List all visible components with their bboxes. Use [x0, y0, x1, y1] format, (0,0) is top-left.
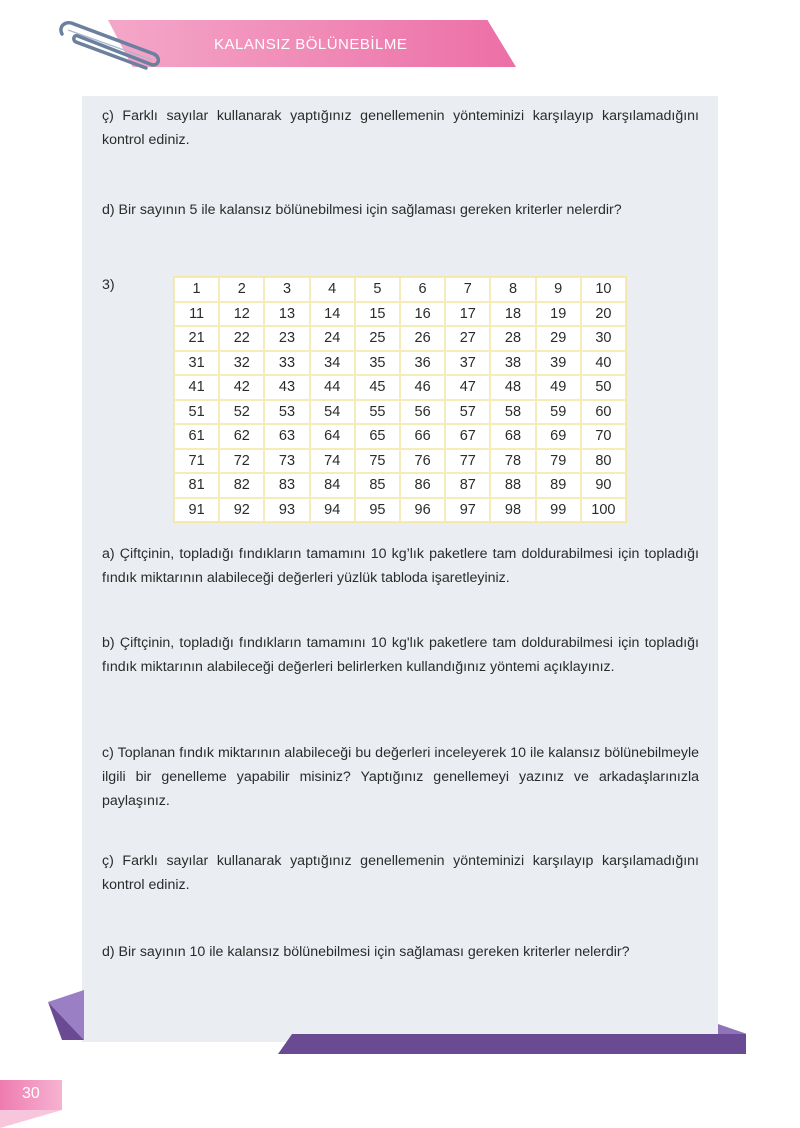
- question-d-1: d) Bir sayının 5 ile kalansız bölünebilmesi için sağlaması gereken kriterler nelerdir?: [102, 202, 622, 218]
- table-cell: 66: [400, 424, 445, 449]
- table-cell: 63: [264, 424, 309, 449]
- table-cell: 49: [536, 375, 581, 400]
- table-cell: 99: [536, 498, 581, 523]
- table-cell: 21: [174, 326, 219, 351]
- table-cell: 3: [264, 277, 309, 302]
- table-cell: 1: [174, 277, 219, 302]
- table-cell: 54: [310, 400, 355, 425]
- table-cell: 5: [355, 277, 400, 302]
- table-cell: 70: [581, 424, 626, 449]
- table-cell: 24: [310, 326, 355, 351]
- table-cell: 65: [355, 424, 400, 449]
- table-cell: 27: [445, 326, 490, 351]
- table-cell: 91: [174, 498, 219, 523]
- table-cell: 40: [581, 351, 626, 376]
- table-cell: 32: [219, 351, 264, 376]
- corner-fold-decoration: [48, 990, 84, 1040]
- table-cell: 84: [310, 473, 355, 498]
- table-cell: 79: [536, 449, 581, 474]
- table-cell: 55: [355, 400, 400, 425]
- table-cell: 71: [174, 449, 219, 474]
- table-cell: 2: [219, 277, 264, 302]
- table-cell: 89: [536, 473, 581, 498]
- table-cell: 90: [581, 473, 626, 498]
- table-cell: 76: [400, 449, 445, 474]
- table-cell: 38: [490, 351, 535, 376]
- table-cell: 23: [264, 326, 309, 351]
- paperclip-icon: [54, 14, 162, 72]
- table-cell: 77: [445, 449, 490, 474]
- table-cell: 20: [581, 302, 626, 327]
- table-cell: 61: [174, 424, 219, 449]
- page-number: 30: [22, 1085, 40, 1102]
- table-cell: 83: [264, 473, 309, 498]
- table-cell: 98: [490, 498, 535, 523]
- table-cell: 100: [581, 498, 626, 523]
- table-cell: 12: [219, 302, 264, 327]
- page-title: KALANSIZ BÖLÜNEBİLME: [214, 36, 408, 53]
- table-cell: 72: [219, 449, 264, 474]
- question-b: b) Çiftçinin, topladığı fındıkların tamamını 10 kg'lık paketlere tam doldurabilmesi için topladığı fındık miktarının alabileceği değerleri belirlerken kullandığınız yöntemi açıklayınız.: [102, 635, 699, 675]
- page-number-tail: [0, 1110, 62, 1128]
- table-cell: 60: [581, 400, 626, 425]
- table-cell: 48: [490, 375, 535, 400]
- table-cell: 11: [174, 302, 219, 327]
- question-a: a) Çiftçinin, topladığı fındıkların tamamını 10 kg’lık paketlere tam doldurabilmesi için topladığı fındık miktarının alabileceği değerleri yüzlük tabloda işaretleyiniz.: [102, 546, 699, 586]
- table-cell: 97: [445, 498, 490, 523]
- table-cell: 28: [490, 326, 535, 351]
- table-cell: 96: [400, 498, 445, 523]
- table-cell: 81: [174, 473, 219, 498]
- table-cell: 68: [490, 424, 535, 449]
- table-cell: 37: [445, 351, 490, 376]
- table-cell: 58: [490, 400, 535, 425]
- bottom-bar-decoration: [278, 1034, 746, 1054]
- hundred-table: [173, 276, 627, 523]
- question-c: c) Toplanan fındık miktarının alabileceği bu değerleri inceleyerek 10 ile kalansız bölünebilmeyle ilgili bir genelleme yapabilir misiniz? Yaptığınız genellemeyi yazınız ve arkadaşlarınızla paylaşınız.: [102, 745, 699, 809]
- table-cell: 64: [310, 424, 355, 449]
- table-cell: 26: [400, 326, 445, 351]
- table-cell: 95: [355, 498, 400, 523]
- table-cell: 47: [445, 375, 490, 400]
- table-cell: 34: [310, 351, 355, 376]
- table-cell: 46: [400, 375, 445, 400]
- table-cell: 82: [219, 473, 264, 498]
- table-cell: 94: [310, 498, 355, 523]
- table-cell: 74: [310, 449, 355, 474]
- table-cell: 29: [536, 326, 581, 351]
- table-cell: 9: [536, 277, 581, 302]
- table-cell: 19: [536, 302, 581, 327]
- table-cell: 30: [581, 326, 626, 351]
- question-c-cedilla-1: ç) Farklı sayılar kullanarak yaptığınız genellemenin yönteminizi karşılayıp karşılamadığını kontrol ediniz.: [102, 108, 699, 148]
- table-cell: 52: [219, 400, 264, 425]
- table-cell: 6: [400, 277, 445, 302]
- table-cell: 92: [219, 498, 264, 523]
- table-cell: 16: [400, 302, 445, 327]
- table-cell: 69: [536, 424, 581, 449]
- table-cell: 25: [355, 326, 400, 351]
- table-cell: 45: [355, 375, 400, 400]
- table-cell: 57: [445, 400, 490, 425]
- table-cell: 44: [310, 375, 355, 400]
- table-cell: 87: [445, 473, 490, 498]
- table-cell: 22: [219, 326, 264, 351]
- table-cell: 62: [219, 424, 264, 449]
- table-cell: 53: [264, 400, 309, 425]
- table-cell: 35: [355, 351, 400, 376]
- table-cell: 4: [310, 277, 355, 302]
- table-cell: 56: [400, 400, 445, 425]
- table-cell: 13: [264, 302, 309, 327]
- table-cell: 41: [174, 375, 219, 400]
- question-d-2: d) Bir sayının 10 ile kalansız bölünebilmesi için sağlaması gereken kriterler nelerdir?: [102, 944, 630, 960]
- table-cell: 75: [355, 449, 400, 474]
- table-cell: 43: [264, 375, 309, 400]
- table-cell: 39: [536, 351, 581, 376]
- table-cell: 51: [174, 400, 219, 425]
- table-cell: 86: [400, 473, 445, 498]
- table-cell: 78: [490, 449, 535, 474]
- table-cell: 14: [310, 302, 355, 327]
- table-cell: 15: [355, 302, 400, 327]
- table-cell: 7: [445, 277, 490, 302]
- table-cell: 10: [581, 277, 626, 302]
- table-cell: 73: [264, 449, 309, 474]
- table-cell: 85: [355, 473, 400, 498]
- table-cell: 93: [264, 498, 309, 523]
- table-cell: 8: [490, 277, 535, 302]
- table-cell: 50: [581, 375, 626, 400]
- question-c-cedilla-2: ç) Farklı sayılar kullanarak yaptığınız genellemenin yönteminizi karşılayıp karşılamadığını kontrol ediniz.: [102, 853, 699, 893]
- table-cell: 18: [490, 302, 535, 327]
- table-cell: 42: [219, 375, 264, 400]
- table-cell: 88: [490, 473, 535, 498]
- table-cell: 36: [400, 351, 445, 376]
- table-cell: 80: [581, 449, 626, 474]
- table-cell: 67: [445, 424, 490, 449]
- table-cell: 31: [174, 351, 219, 376]
- table-cell: 17: [445, 302, 490, 327]
- table-cell: 33: [264, 351, 309, 376]
- table-cell: 59: [536, 400, 581, 425]
- question-3-label: 3): [102, 277, 115, 293]
